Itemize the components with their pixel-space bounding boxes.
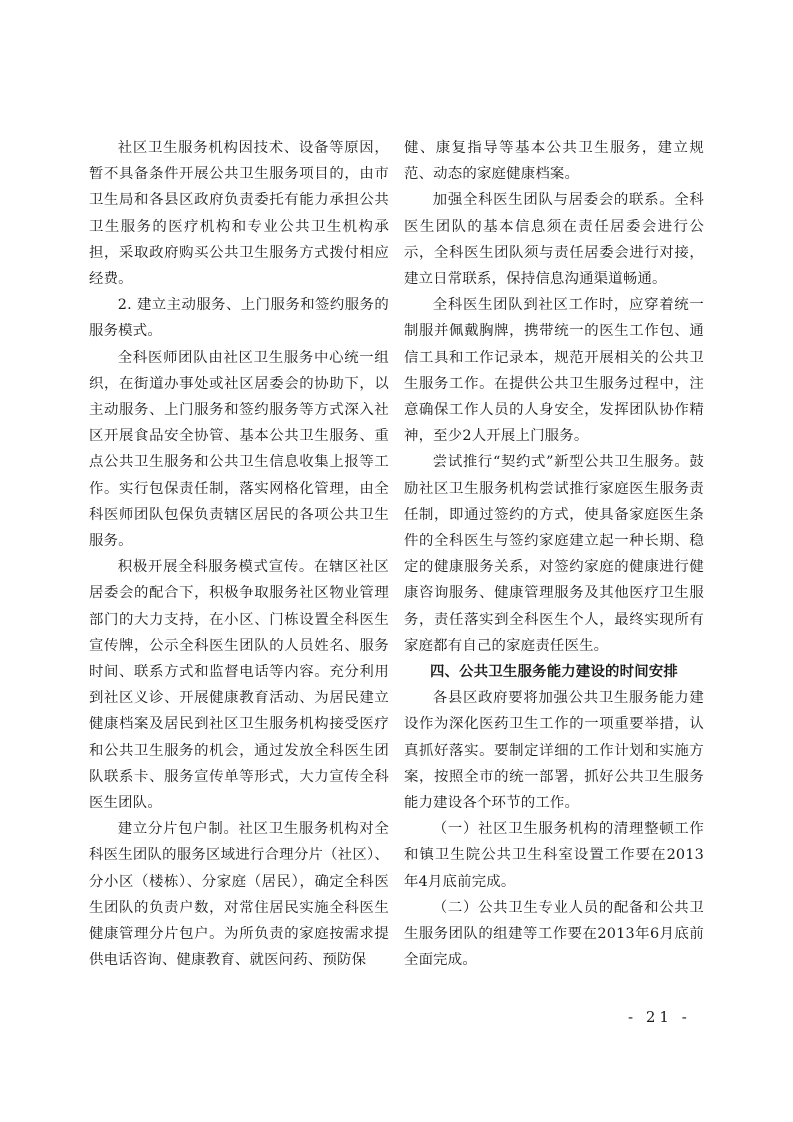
paragraph: （一）社区卫生服务机构的清理整顿工作和镇卫生院公共卫生科室设置工作要在2013年4月底前完成。 bbox=[404, 821, 704, 890]
paragraph: 2. 建立主动服务、上门服务和签约服务的服务模式。 bbox=[89, 297, 389, 340]
paragraph-continuation: 健、康复指导等基本公共卫生服务，建立规范、动态的家庭健康档案。 bbox=[404, 140, 704, 183]
paragraph: 各县区政府要将加强公共卫生服务能力建设作为深化医药卫生工作的一项重要举措，认真抓好落实。要制定详细的工作计划和实施方案，按照全市的统一部署，抓好公共卫生服务能力建设各个环节的工作。 bbox=[404, 690, 704, 812]
section-heading: 四、公共卫生服务能力建设的时间安排 bbox=[429, 663, 679, 681]
paragraph: 尝试推行“契约式”新型公共卫生服务。鼓励社区卫生服务机构尝试推行家庭医生服务责任制，即通过签约的方式，使具备家庭医生条件的全科医生与签约家庭建立起一种长期、稳定的健康服务关系，对签约家庭的健康进行健康咨询服务、健康管理服务及其他医疗卫生服务，责任落实到全科医生个人，最终实现所有家庭都有自己的家庭责任医生。 bbox=[404, 454, 704, 654]
left-column bbox=[89, 135, 389, 974]
paragraph: 建立分片包户制。社区卫生服务机构对全科医生团队的服务区域进行合理分片（社区）、分小区（楼栋）、分家庭（居民），确定全科医生团队的负责户数，对常住居民实施全科医生健康管理分片包户。为所负责的家庭按需求提供电话咨询、健康教育、就医问药、预防保 bbox=[89, 821, 389, 969]
paragraph: （二）公共卫生专业人员的配备和公共卫生服务团队的组建等工作要在2013年6月底前全面完成。 bbox=[404, 899, 704, 969]
paragraph: 积极开展全科服务模式宣传。在辖区社区居委会的配合下，积极争取服务社区物业管理部门的大力支持，在小区、门栋设置全科医生宣传牌，公示全科医生团队的人员姓名、服务时间、联系方式和监督电话等内容。充分利用到社区义诊、开展健康教育活动、为居民建立健康档案及居民到社区卫生服务机构接受医疗和公共卫生服务的机会，通过发放全科医生团队联系卡、服务宣传单等形式，大力宣传全科医生团队。 bbox=[89, 559, 389, 812]
paragraph: 全科医师团队由社区卫生服务中心统一组织，在街道办事处或社区居委会的协助下，以主动服务、上门服务和签约服务等方式深入社区开展食品安全协管、基本公共卫生服务、重点公共卫生服务和公共卫生信息收集上报等工作。实行包保责任制，落实网格化管理，由全科医师团队包保负责辖区居民的各项公共卫生服务。 bbox=[89, 349, 389, 550]
paragraph: 加强全科医生团队与居委会的联系。全科医生团队的基本信息须在责任居委会进行公示，全科医生团队须与责任居委会进行对接，建立日常联系，保持信息沟通渠道畅通。 bbox=[404, 192, 704, 288]
paragraph: 全科医生团队到社区工作时，应穿着统一制服并佩戴胸牌，携带统一的医生工作包、通信工具和工作记录本，规范开展相关的公共卫生服务工作。在提供公共卫生服务过程中，注意确保工作人员的人身安全，发挥团队协作精神，至少2人开展上门服务。 bbox=[404, 297, 704, 445]
paragraph: 社区卫生服务机构因技术、设备等原因，暂不具备条件开展公共卫生服务项目的，由市卫生局和各县区政府负责委托有能力承担公共卫生服务的医疗机构和专业公共卫生机构承担，采取政府购买公共卫生服务方式拨付相应经费。 bbox=[89, 140, 389, 288]
page-number: - 21 - bbox=[628, 1008, 691, 1026]
right-column bbox=[404, 135, 704, 974]
